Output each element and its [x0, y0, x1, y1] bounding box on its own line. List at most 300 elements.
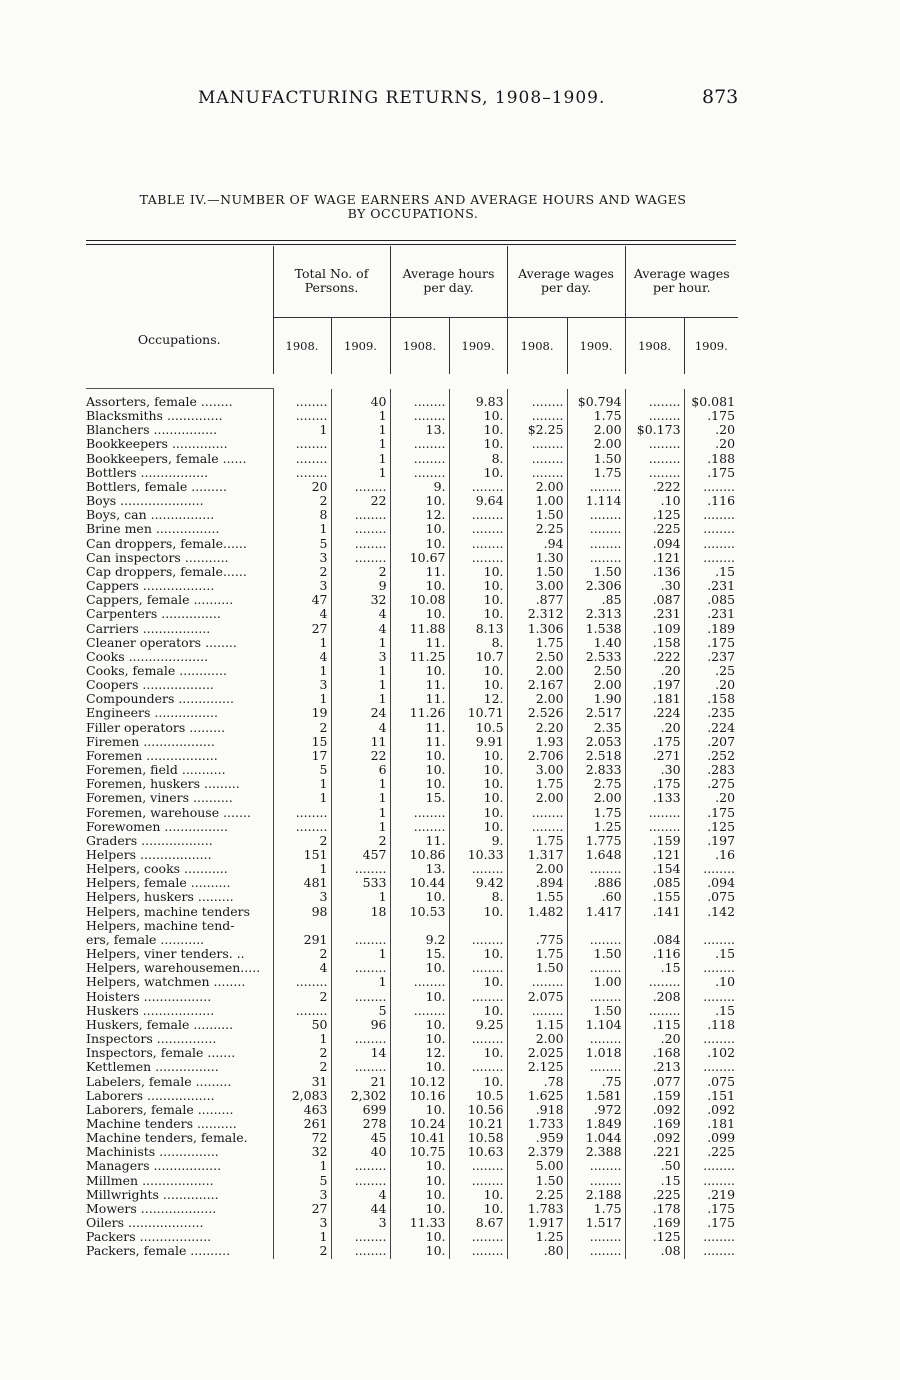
value-cell: .235	[707, 706, 736, 721]
value-cell: 1.50	[507, 1174, 567, 1188]
table-row	[86, 1075, 738, 1089]
value-cell: 2.167	[507, 678, 567, 692]
value-cell: .136	[625, 565, 684, 579]
value-cell: ........	[703, 536, 736, 551]
value-cell: .175	[707, 635, 736, 650]
value-cell: 14	[331, 1046, 390, 1060]
value-cell: ........	[507, 389, 567, 410]
value-cell: 9.91	[449, 735, 507, 749]
occupation-label: Cooks, female ............	[86, 664, 273, 678]
value-cell: 1.75	[507, 636, 567, 650]
table-row	[86, 1159, 738, 1173]
value-cell: 10.12	[390, 1075, 449, 1089]
table-row	[86, 890, 738, 904]
value-cell: ........	[331, 508, 390, 522]
value-cell: 2,302	[331, 1089, 390, 1103]
value-cell: .15	[715, 947, 736, 962]
occupation-label: Hoisters .................	[86, 990, 273, 1004]
value-cell: .10	[625, 494, 684, 508]
value-cell: 1.482	[507, 905, 567, 919]
value-cell: 45	[331, 1131, 390, 1145]
table-title	[86, 193, 740, 221]
value-cell: 10.	[449, 664, 507, 678]
occupation-label: Firemen ..................	[86, 735, 273, 749]
value-cell: .158	[707, 692, 736, 707]
value-cell: 2	[273, 834, 331, 848]
value-cell: .084	[625, 933, 684, 947]
table-row	[86, 1117, 738, 1131]
value-cell: .133	[625, 791, 684, 805]
table-row	[86, 763, 738, 777]
value-cell: 10.	[449, 791, 507, 805]
occupation-label: Blanchers ................	[86, 423, 273, 437]
value-cell: 2.075	[507, 990, 567, 1004]
page-number: 873	[702, 86, 739, 108]
value-cell: $0.081	[691, 393, 736, 409]
occupation-label: Helpers, machine tenders	[86, 905, 273, 919]
value-cell: 40	[331, 1145, 390, 1159]
value-cell: $0.173	[625, 423, 684, 437]
year-header: 1908.	[273, 317, 331, 374]
value-cell: 3	[273, 579, 331, 593]
table-row	[86, 721, 738, 735]
value-cell: ........	[331, 961, 390, 975]
value-cell: 1.50	[567, 452, 625, 466]
occupation-label: Huskers, female ..........	[86, 1018, 273, 1032]
value-cell: .169	[625, 1216, 684, 1230]
value-cell: 3.00	[507, 579, 567, 593]
value-cell	[625, 919, 684, 933]
value-cell: ........	[331, 480, 390, 494]
value-cell	[684, 919, 738, 933]
occupation-label: Oilers ...................	[86, 1216, 273, 1230]
value-cell: 1	[331, 678, 390, 692]
table-row	[86, 961, 738, 975]
value-cell: .20	[625, 1032, 684, 1046]
value-cell: ........	[273, 820, 331, 834]
value-cell: .175	[707, 409, 736, 424]
value-cell: 2.706	[507, 749, 567, 763]
value-cell: 24	[331, 706, 390, 720]
value-cell: .094	[707, 876, 736, 891]
value-cell: 2.35	[567, 721, 625, 735]
value-cell: 2.526	[507, 706, 567, 720]
table-row	[86, 848, 738, 862]
value-cell: .15	[715, 564, 736, 579]
value-cell: .918	[507, 1103, 567, 1117]
value-cell: 2.00	[567, 678, 625, 692]
occupation-label: Labelers, female .........	[86, 1075, 273, 1089]
occupation-label: Cap droppers, female......	[86, 565, 273, 579]
value-cell: .20	[715, 791, 736, 806]
value-cell: 31	[273, 1075, 331, 1089]
occupation-label: Bookkeepers ..............	[86, 437, 273, 451]
value-cell: 11.	[390, 834, 449, 848]
value-cell: ........	[273, 452, 331, 466]
value-cell: .222	[625, 480, 684, 494]
value-cell: 21	[331, 1075, 390, 1089]
value-cell: ........	[703, 1159, 736, 1174]
value-cell: 1.018	[567, 1046, 625, 1060]
occupation-label: Foremen, field ...........	[86, 763, 273, 777]
value-cell: 9.42	[449, 876, 507, 890]
value-cell: ........	[273, 466, 331, 480]
value-cell: .154	[625, 862, 684, 876]
value-cell: 10.58	[449, 1131, 507, 1145]
value-cell: 2.20	[507, 721, 567, 735]
value-cell: 10.	[449, 423, 507, 437]
value-cell: ........	[567, 1244, 625, 1258]
value-cell: 2.50	[567, 664, 625, 678]
value-cell: 1.75	[507, 834, 567, 848]
value-cell: 1.917	[507, 1216, 567, 1230]
value-cell: 1	[273, 862, 331, 876]
value-cell: .877	[507, 593, 567, 607]
value-cell: ........	[703, 989, 736, 1004]
value-cell: .075	[707, 890, 736, 905]
value-cell: .16	[715, 848, 736, 862]
value-cell: 2.313	[567, 607, 625, 621]
value-cell: 8.67	[449, 1216, 507, 1230]
value-cell: .175	[625, 777, 684, 791]
value-cell: .221	[625, 1145, 684, 1159]
value-cell: .116	[625, 947, 684, 961]
occupation-label: Assorters, female ........	[86, 389, 273, 410]
value-cell: 1	[331, 452, 390, 466]
value-cell: 3	[273, 551, 331, 565]
occupation-label: Foremen ..................	[86, 749, 273, 763]
value-cell: 1	[331, 890, 390, 904]
value-cell: 2	[273, 721, 331, 735]
occupation-label: Managers .................	[86, 1159, 273, 1173]
value-cell: ........	[703, 961, 736, 976]
value-cell: 11.	[390, 721, 449, 735]
value-cell: .94	[507, 537, 567, 551]
value-cell: 10.	[449, 947, 507, 961]
value-cell: .092	[707, 1102, 736, 1117]
occupation-label: Packers ..................	[86, 1230, 273, 1244]
table-row	[86, 423, 738, 437]
value-cell: .15	[625, 1174, 684, 1188]
value-cell: 17	[273, 749, 331, 763]
value-cell: .231	[625, 607, 684, 621]
year-header: 1908.	[507, 317, 567, 374]
table-row	[86, 494, 738, 508]
occupation-label: Inspectors ...............	[86, 1032, 273, 1046]
value-cell: 10.63	[449, 1145, 507, 1159]
value-cell: 9.	[449, 834, 507, 848]
table-row	[86, 1216, 738, 1230]
value-cell: ........	[625, 437, 684, 451]
value-cell: 12.	[390, 1046, 449, 1060]
value-cell: $2.25	[507, 423, 567, 437]
table-row	[86, 1004, 738, 1018]
table-row	[86, 905, 738, 919]
value-cell: 1.50	[567, 1004, 625, 1018]
value-cell: 4	[273, 607, 331, 621]
value-cell: ........	[390, 437, 449, 451]
occupation-label: Helpers, cooks ...........	[86, 862, 273, 876]
occupation-label: Blacksmiths ..............	[86, 409, 273, 423]
value-cell: .159	[625, 834, 684, 848]
value-cell: 11.	[390, 678, 449, 692]
table-row	[86, 537, 738, 551]
value-cell: .224	[707, 720, 736, 735]
occupation-label: Mowers ...................	[86, 1202, 273, 1216]
table-row	[86, 409, 738, 423]
value-cell: ........	[703, 522, 736, 537]
occupation-label: Huskers ..................	[86, 1004, 273, 1018]
value-cell: ........	[567, 537, 625, 551]
value-cell: ........	[567, 990, 625, 1004]
value-cell: 10.5	[449, 1089, 507, 1103]
value-cell: .094	[625, 537, 684, 551]
value-cell: 8	[273, 508, 331, 522]
value-cell: .175	[707, 805, 736, 820]
value-cell	[507, 919, 567, 933]
value-cell: ........	[567, 862, 625, 876]
value-cell: 10.	[449, 1188, 507, 1202]
value-cell: ........	[331, 1230, 390, 1244]
value-cell: 3	[273, 890, 331, 904]
value-cell: 1.625	[507, 1089, 567, 1103]
value-cell: 2.025	[507, 1046, 567, 1060]
value-cell: .115	[625, 1018, 684, 1032]
value-cell: $0.794	[567, 389, 625, 410]
value-cell: 11.	[390, 735, 449, 749]
table-row	[86, 777, 738, 791]
table-row	[86, 876, 738, 890]
occupation-label: Filler operators .........	[86, 721, 273, 735]
value-cell: ........	[567, 522, 625, 536]
value-cell: 1	[331, 975, 390, 989]
table-row	[86, 692, 738, 706]
value-cell: 10.	[390, 1244, 449, 1258]
value-cell: 10.56	[449, 1103, 507, 1117]
value-cell: ........	[625, 975, 684, 989]
occupation-label: Packers, female ..........	[86, 1244, 273, 1258]
table-row	[86, 975, 738, 989]
value-cell: 2,083	[273, 1089, 331, 1103]
value-cell: .894	[507, 876, 567, 890]
table-title-line-2: BY OCCUPATIONS.	[347, 206, 479, 221]
value-cell: 2.833	[567, 763, 625, 777]
value-cell: 27	[273, 1202, 331, 1216]
value-cell: 2.00	[507, 862, 567, 876]
value-cell: .208	[625, 990, 684, 1004]
value-cell: .142	[707, 904, 736, 919]
value-cell: ........	[567, 1230, 625, 1244]
value-cell: ........	[449, 537, 507, 551]
value-cell: 261	[273, 1117, 331, 1131]
value-cell: ........	[273, 806, 331, 820]
value-cell: 1.104	[567, 1018, 625, 1032]
value-cell: .275	[707, 777, 736, 792]
value-cell: .158	[625, 636, 684, 650]
value-cell: 2.75	[567, 777, 625, 791]
value-cell: ........	[507, 466, 567, 480]
value-cell: .20	[625, 721, 684, 735]
value-cell: .219	[707, 1187, 736, 1202]
value-cell: .50	[625, 1159, 684, 1173]
occupation-label: Coopers ..................	[86, 678, 273, 692]
value-cell: ........	[331, 1244, 390, 1258]
value-cell: .10	[715, 975, 736, 990]
value-cell: 1.517	[567, 1216, 625, 1230]
value-cell: ........	[449, 1230, 507, 1244]
table-row	[86, 834, 738, 848]
value-cell: 10.	[449, 466, 507, 480]
value-cell: 13.	[390, 423, 449, 437]
value-cell: .225	[625, 522, 684, 536]
value-cell: ........	[625, 806, 684, 820]
value-cell: 11.25	[390, 650, 449, 664]
value-cell: 2	[331, 834, 390, 848]
value-cell: 2	[273, 1060, 331, 1074]
occupation-label: Inspectors, female .......	[86, 1046, 273, 1060]
value-cell: .959	[507, 1131, 567, 1145]
value-cell: 98	[273, 905, 331, 919]
value-cell: 10.75	[390, 1145, 449, 1159]
value-cell: ........	[273, 437, 331, 451]
value-cell: 1.75	[567, 806, 625, 820]
value-cell: 5	[273, 1174, 331, 1188]
value-cell: 1.783	[507, 1202, 567, 1216]
occupation-label: Machine tenders ..........	[86, 1117, 273, 1131]
value-cell: .189	[707, 621, 736, 636]
value-cell: 1.00	[567, 975, 625, 989]
value-cell: 1.849	[567, 1117, 625, 1131]
value-cell: 5	[273, 537, 331, 551]
table-row	[86, 622, 738, 636]
value-cell: 10.	[449, 749, 507, 763]
value-cell: 2.00	[567, 791, 625, 805]
value-cell: ........	[703, 550, 736, 565]
occupation-label: Bottlers .................	[86, 466, 273, 480]
average-hours-header: Average hours per day.	[390, 246, 507, 317]
value-cell: .197	[707, 833, 736, 848]
table-row	[86, 522, 738, 536]
value-cell: 2	[273, 990, 331, 1004]
value-cell: .151	[707, 1088, 736, 1103]
value-cell: 1.30	[507, 551, 567, 565]
value-cell: 11	[331, 735, 390, 749]
year-header: 1909.	[331, 317, 390, 374]
table-row	[86, 947, 738, 961]
value-cell: 1.317	[507, 848, 567, 862]
header-rule	[86, 374, 273, 389]
value-cell: 12.	[449, 692, 507, 706]
value-cell: ........	[273, 409, 331, 423]
value-cell: ........	[703, 508, 736, 523]
value-cell: 4	[331, 721, 390, 735]
table-row	[86, 1131, 738, 1145]
value-cell: ........	[449, 1244, 507, 1258]
value-cell: ........	[390, 975, 449, 989]
occupation-label: Carriers .................	[86, 622, 273, 636]
value-cell: 10.41	[390, 1131, 449, 1145]
value-cell: 27	[273, 622, 331, 636]
value-cell: 10.86	[390, 848, 449, 862]
occupation-label: Graders ..................	[86, 834, 273, 848]
table-row	[86, 1089, 738, 1103]
value-cell: .60	[567, 890, 625, 904]
value-cell: ........	[507, 409, 567, 423]
value-cell: 10.	[449, 1004, 507, 1018]
value-cell: 1.75	[507, 947, 567, 961]
value-cell: 9	[331, 579, 390, 593]
value-cell	[449, 919, 507, 933]
table-row	[86, 1202, 738, 1216]
occupation-label: Laborers .................	[86, 1089, 273, 1103]
value-cell: 1	[273, 664, 331, 678]
value-cell: .085	[707, 593, 736, 608]
value-cell: .175	[707, 465, 736, 480]
value-cell: 10.	[390, 890, 449, 904]
value-cell: ........	[390, 806, 449, 820]
table-row	[86, 636, 738, 650]
table-row	[86, 1244, 738, 1258]
value-cell: 1.581	[567, 1089, 625, 1103]
value-cell: 2.306	[567, 579, 625, 593]
value-cell: .225	[625, 1188, 684, 1202]
value-cell: 20	[273, 480, 331, 494]
value-cell: ........	[703, 932, 736, 947]
value-cell: 2.25	[507, 1188, 567, 1202]
value-cell: 4	[331, 607, 390, 621]
value-cell: 2.00	[507, 664, 567, 678]
value-cell: 9.83	[449, 389, 507, 410]
value-cell: ........	[567, 551, 625, 565]
value-cell: ........	[449, 990, 507, 1004]
occupation-label: Can droppers, female......	[86, 537, 273, 551]
value-cell: .188	[707, 451, 736, 466]
occupation-label: Helpers, warehousemen.....	[86, 961, 273, 975]
value-cell: 11.33	[390, 1216, 449, 1230]
value-cell: 2.533	[567, 650, 625, 664]
value-cell: 457	[331, 848, 390, 862]
value-cell: 1.00	[507, 494, 567, 508]
value-cell: 291	[273, 933, 331, 947]
value-cell: 1	[331, 791, 390, 805]
value-cell: .231	[707, 579, 736, 594]
running-title: MANUFACTURING RETURNS, 1908–1909.	[198, 88, 606, 108]
value-cell: 2.517	[567, 706, 625, 720]
value-cell: 10.	[390, 763, 449, 777]
value-cell: 1	[273, 777, 331, 791]
table-row	[86, 990, 738, 1004]
value-cell: 9.	[390, 480, 449, 494]
occupation-label: Helpers, huskers .........	[86, 890, 273, 904]
value-cell: 10.	[449, 1202, 507, 1216]
value-cell: 10.71	[449, 706, 507, 720]
value-cell: 1.648	[567, 848, 625, 862]
value-cell: 96	[331, 1018, 390, 1032]
value-cell: ........	[449, 961, 507, 975]
table-row	[86, 508, 738, 522]
value-cell: 1	[331, 437, 390, 451]
value-cell: 2.379	[507, 1145, 567, 1159]
value-cell: 1.75	[567, 1202, 625, 1216]
value-cell: 481	[273, 876, 331, 890]
value-cell: ........	[567, 961, 625, 975]
value-cell: ........	[331, 862, 390, 876]
table-row	[86, 664, 738, 678]
value-cell: 9.25	[449, 1018, 507, 1032]
value-cell: ........	[449, 1032, 507, 1046]
value-cell: 1	[273, 1230, 331, 1244]
value-cell: 3	[273, 1216, 331, 1230]
